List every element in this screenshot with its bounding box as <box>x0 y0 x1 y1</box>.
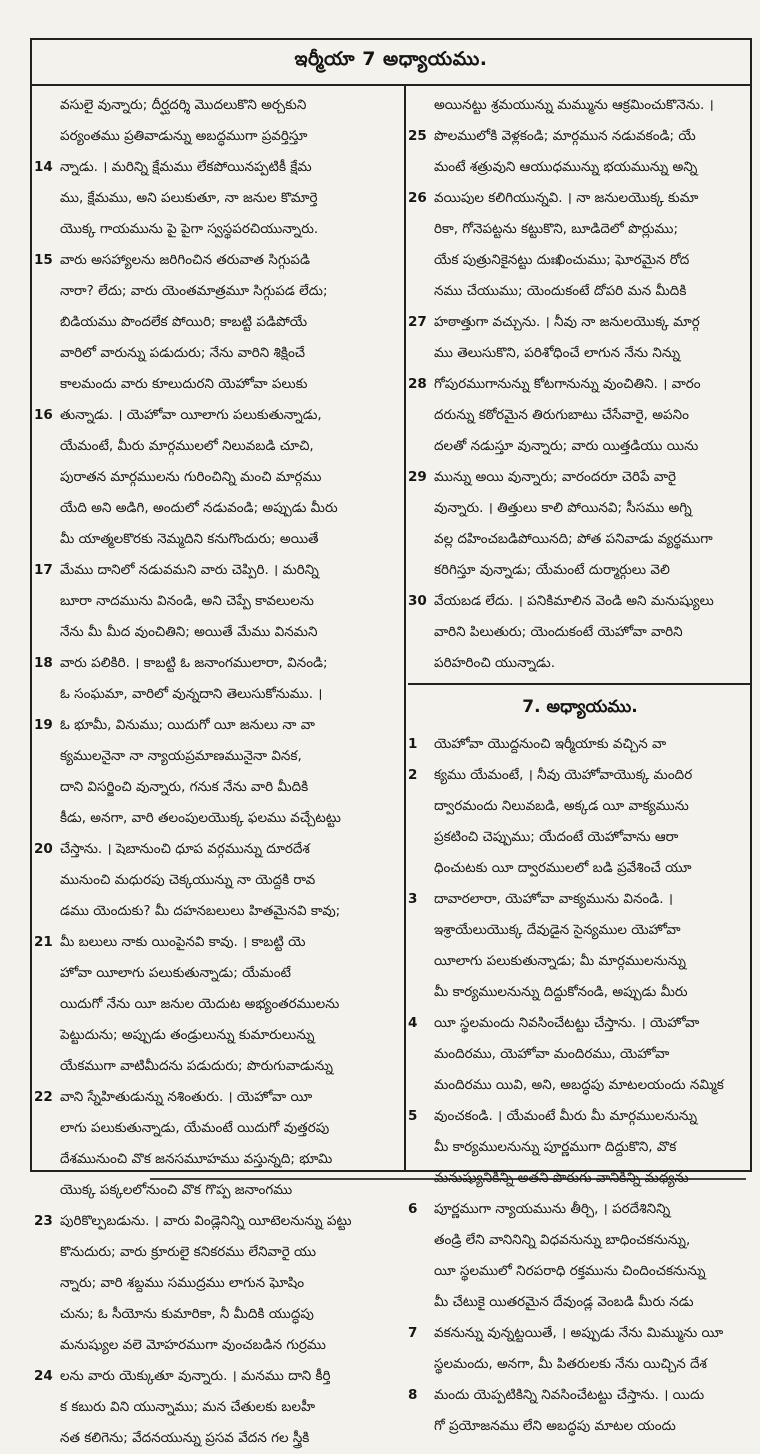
verse-number: 7 <box>408 1325 418 1341</box>
verse-text: న్నారు; వారి శబ్దము సముద్రము లాగున ఘోషిం <box>60 1275 305 1291</box>
text-line <box>408 90 752 121</box>
text-line <box>408 400 752 431</box>
verse-text: హోవా యీలాగు పలుకుతున్నాడు; యేమంటే <box>60 965 291 981</box>
verse-text: యీ స్థలమందు నివసించేటట్టు చేస్తాను. । యెహోవా <box>434 1015 700 1031</box>
verse-text: నము చేయుము; యెందుకంటే దోపరి మన మీదికి <box>434 283 687 299</box>
column-divider <box>404 86 406 1172</box>
verse-number: 20 <box>34 841 53 857</box>
verse-text: దావారలారా, యెహోవా వాక్యమును వినండి. । <box>434 891 673 907</box>
left-column <box>34 90 400 1446</box>
text-line <box>34 896 400 927</box>
verse-number: 4 <box>408 1015 418 1031</box>
text-line <box>34 214 400 245</box>
text-line <box>34 1206 400 1237</box>
verse-text: చును; ఓ సీయోను కుమారికా, నీ మీదికి యుద్ధపు <box>60 1306 314 1322</box>
verse-text: అయినట్టు శ్రమయున్ను మమ్మును ఆక్రమించుకొనెను. । <box>434 97 714 113</box>
text-line <box>408 884 752 915</box>
verse-number: 15 <box>34 252 53 268</box>
text-line <box>408 1256 752 1287</box>
text-line <box>34 772 400 803</box>
verse-text: మందిరము యివి, అని, అబద్ధపు మాటలయందు నమ్మిక <box>434 1077 724 1093</box>
verse-text: పర్యంతము ప్రతివాడున్ను అబద్ధముగా ప్రవర్తిస్తూ <box>60 128 308 144</box>
text-line <box>34 1330 400 1361</box>
right-column <box>408 90 752 1434</box>
text-line <box>34 1051 400 1082</box>
text-line <box>408 1349 752 1380</box>
verse-number: 22 <box>34 1089 53 1105</box>
text-line <box>408 462 752 493</box>
verse-text: డము యెందుకు? మీ దహనబలులు హితమైనవి కావు; <box>60 903 341 919</box>
verse-text: యెహోవా యొద్దనుంచి ఇర్మీయాకు వచ్చిన వా <box>434 736 667 752</box>
text-line <box>408 822 752 853</box>
verse-text: ఇశ్రాయేలుయొక్క దేవుడైన సైన్యముల యెహోవా <box>434 922 681 938</box>
text-line <box>34 1020 400 1051</box>
text-line <box>408 1318 752 1349</box>
verse-text: మేము దానిలో నడువమని వారు చెప్పిరి. । మరిన్ని <box>60 562 319 578</box>
verse-number: 24 <box>34 1368 53 1384</box>
text-line <box>34 462 400 493</box>
text-line <box>34 1144 400 1175</box>
verse-number: 25 <box>408 128 427 144</box>
verse-text: మనుష్యునికిన్ని అతని పొరుగు వానికిన్ని మధ్యను <box>434 1170 689 1186</box>
text-line <box>408 307 752 338</box>
text-line <box>34 617 400 648</box>
text-line <box>34 1392 400 1423</box>
text-line <box>408 1287 752 1318</box>
text-line <box>34 369 400 400</box>
verse-text: వుంచకండి. । యేమంటే మీరు మీ మార్గములనున్ను <box>434 1108 697 1124</box>
verse-text: దేశమునుంచి వొక జనసమూహము వస్తున్నది; భూమి <box>60 1151 333 1167</box>
text-line <box>408 369 752 400</box>
text-line <box>34 1237 400 1268</box>
text-line <box>34 1082 400 1113</box>
text-line <box>408 946 752 977</box>
text-line <box>34 1361 400 1392</box>
verse-text: మున్ను అయి వున్నారు; వారందరూ చెరిపే వారై <box>434 469 677 485</box>
text-line <box>34 307 400 338</box>
text-line <box>408 1380 752 1411</box>
text-line <box>408 121 752 152</box>
verse-text: మీ కార్యములనున్ను పూర్ణముగా దిద్దుకొని, వొక <box>434 1139 677 1155</box>
verse-text: గో ప్రయోజనము లేని అబద్ధపు మాటల యందు <box>434 1418 676 1434</box>
verse-text: యేమంటే, మీరు మార్గములలో నిలువబడి చూచి, <box>60 438 314 454</box>
text-line <box>408 1194 752 1225</box>
verse-text: గోపురముగానున్ను కోటగానున్ను వుంచితిని. । వారం <box>434 376 701 392</box>
verse-number: 8 <box>408 1387 418 1403</box>
text-line <box>408 338 752 369</box>
text-line <box>408 1101 752 1132</box>
verse-text: మందిరము, యెహోవా మందిరము, యెహోవా <box>434 1046 670 1062</box>
verse-number: 6 <box>408 1201 418 1217</box>
verse-text: ద్వారమందు నిలువబడి, అక్కడ యీ వాక్యమును <box>434 798 689 814</box>
verse-number: 27 <box>408 314 427 330</box>
text-line <box>408 915 752 946</box>
verse-text: మీ యాత్మలకొరకు నెమ్మదిని కనుగొందురు; అయితే <box>60 531 319 547</box>
text-line <box>34 493 400 524</box>
verse-text: క్యములనైనా నా న్యాయప్రమాణమునైనా వినక, <box>60 748 302 764</box>
text-line <box>408 152 752 183</box>
text-line <box>34 586 400 617</box>
verse-text: పూర్ణముగా న్యాయమును తీర్చి, । పరదేశినిన్ని <box>434 1201 671 1217</box>
verse-text: తండ్రి లేని వానినిన్ని విధవనున్ను బాధించకనున్ను, <box>434 1232 691 1248</box>
verse-text: పెట్టుదును; అప్పుడు తండ్రులున్ను కుమారులున్ను <box>60 1027 315 1043</box>
text-line <box>34 958 400 989</box>
text-line <box>34 121 400 152</box>
verse-text: కీడు, అనగా, వారి తలంపులయొక్క ఫలము వచ్చేటట్టు <box>60 810 341 826</box>
text-line <box>408 1039 752 1070</box>
text-line <box>34 648 400 679</box>
verse-text: ప్రకటించి చెప్పుము; యేదంటే యెహోవాను ఆరా <box>434 829 679 845</box>
verse-number: 17 <box>34 562 53 578</box>
text-line <box>34 1423 400 1454</box>
verse-text: బూరా నాదమును వినండి, అని చెప్పే కావలులను <box>60 593 314 609</box>
verse-number: 5 <box>408 1108 418 1124</box>
text-line <box>408 245 752 276</box>
verse-text: వాని స్నేహితుడున్ను నశింతురు. । యెహోవా యీ <box>60 1089 313 1105</box>
verse-text: వారు అసహ్యాలను జరిగించిన తరువాత సిగ్గుపడి <box>60 252 310 268</box>
verse-text: మీ కార్యములనున్ను దిద్దుకోనండి, అప్పుడు మీరు <box>434 984 688 1000</box>
text-line <box>408 1008 752 1039</box>
verse-text: యిదుగో నేను యీ జనుల యెదుట అభ్యంతరములను <box>60 996 340 1012</box>
text-line <box>34 555 400 586</box>
text-line <box>408 183 752 214</box>
text-line <box>34 152 400 183</box>
text-line <box>408 617 752 648</box>
verse-text: ఓ సంఘమా, వారిలో వున్నదాని తెలుసుకోనుము. । <box>60 686 323 702</box>
verse-number: 16 <box>34 407 53 423</box>
verse-text: లాగు పలుకుతున్నాడు, యేమంటే యిదుగో వుత్తరపు <box>60 1120 330 1136</box>
verse-text: యేది అని అడిగి, అందులో నడువండి; అప్పుడు మీరు <box>60 500 338 516</box>
text-line <box>34 710 400 741</box>
verse-text: మునుంచి మధురపు చెక్కయున్ను నా యెద్దకి రావ <box>60 872 316 888</box>
verse-number: 23 <box>34 1213 53 1229</box>
verse-text: వారిలో వారున్ను పడుదురు; నేను వారిని శిక్షించే <box>60 345 306 361</box>
verse-text: లను వారు యెక్కుతూ వున్నారు. । మనము దాని కీర్తి <box>60 1368 331 1384</box>
text-line <box>34 338 400 369</box>
verse-text: కాలమందు వారు కూలుదురని యెహోవా పలుకు <box>60 376 308 392</box>
verse-text: వయిపుల కలిగియున్నవి. । నా జనులయొక్క కుమా <box>434 190 699 206</box>
verse-text: వేయబడ లేదు. । పనికిమాలిన వెండి అని మనుష్యులు <box>434 593 714 609</box>
page-title: ఇర్మీయా 7 అధ్యాయము. <box>30 38 752 86</box>
text-line <box>408 791 752 822</box>
text-line <box>408 276 752 307</box>
text-line <box>34 741 400 772</box>
text-line <box>408 586 752 617</box>
text-line <box>408 1163 752 1194</box>
text-line <box>34 989 400 1020</box>
text-line <box>34 679 400 710</box>
text-line <box>408 729 752 760</box>
text-line <box>408 1225 752 1256</box>
text-line <box>408 648 752 679</box>
text-line <box>34 865 400 896</box>
verse-text: వారిని పిలుతురు; యెందుకంటే యెహోవా వారిని <box>434 624 683 640</box>
verse-text: ఓ భూమీ, వినుము; యిదుగో యీ జనులు నా వా <box>60 717 315 733</box>
text-line <box>408 977 752 1008</box>
chapter-rule <box>408 683 752 685</box>
text-line <box>408 493 752 524</box>
verse-number: 21 <box>34 934 53 950</box>
verse-text: కొనుదురు; వారు క్రూరులై కనికరము లేనివారై యు <box>60 1244 317 1260</box>
verse-text: దరున్ను కఠోరమైన తిరుగుబాటు చేసేవారై, అపనిం <box>434 407 689 423</box>
text-line <box>408 853 752 884</box>
verse-text: యేక పుత్రునికైనట్టు దుఃఖించుము; ఘోరమైన రోద <box>434 252 690 268</box>
verse-text: వకనున్ను వున్నట్టయితే, । అప్పుడు నేను మిమ్మును యీ <box>434 1325 724 1341</box>
verse-text: పొలములోకి వెళ్లకండి; మార్గమున నడువకండి; యే <box>434 128 696 144</box>
text-line <box>408 760 752 791</box>
text-line <box>408 1411 752 1442</box>
verse-text: వున్నారు. । తిత్తులు కాలి పోయినవి; సీసము అగ్ని <box>434 500 692 516</box>
verse-text: యీలాగు పలుకుతున్నాడు; మీ మార్గములనున్ను <box>434 953 686 969</box>
text-line <box>34 90 400 121</box>
text-line <box>34 183 400 214</box>
text-line <box>34 1268 400 1299</box>
text-line <box>34 927 400 958</box>
verse-text: నేను మీ మీద వుంచితిని; అయితే మేము వినమని <box>60 624 318 640</box>
text-line <box>34 1299 400 1330</box>
verse-text: క కబురు విని యున్నాము; మన చేతులకు బలహీ <box>60 1399 316 1415</box>
verse-text: మీ బలులు నాకు యింపైనవి కావు. । కాబట్టి యె <box>60 934 306 950</box>
verse-text: రికా, గోనెపట్టను కట్టుకొని, బూడిదెలో పొర్లుము; <box>434 221 679 237</box>
verse-number: 3 <box>408 891 418 907</box>
text-line <box>408 524 752 555</box>
text-line <box>408 1132 752 1163</box>
verse-text: మంటే శత్రువుని ఆయుధమున్ను భయమున్ను అన్ని <box>434 159 698 175</box>
text-line <box>34 1113 400 1144</box>
verse-text: ము తెలుసుకొని, పరిశోధించే లాగున నేను నిన్ను <box>434 345 681 361</box>
verse-text: దాని విసర్జించి వున్నారు, గనుక నేను వారి మీదికి <box>60 779 309 795</box>
text-line <box>34 803 400 834</box>
text-line <box>34 834 400 865</box>
verse-text: యీ స్థలములో నిరపరాధి రక్తమును చిందించకనున్ను <box>434 1263 706 1279</box>
verse-text: న్నాడు. । మరిన్ని క్షేమము లేకపోయినప్పటికీ క్షేమ <box>60 159 312 175</box>
verse-number: 19 <box>34 717 53 733</box>
verse-text: యొక్క పక్కలలోనుంచి వొక గొప్ప జనాంగము <box>60 1182 293 1198</box>
text-line <box>34 245 400 276</box>
verse-text: స్థలమందు, అనగా, మీ పితరులకు నేను యిచ్చిన దేశ <box>434 1356 707 1372</box>
verse-text: హఠాత్తుగా వచ్చును. । నీవు నా జనులయొక్క మార్గ <box>434 314 700 330</box>
verse-text: పురాతన మార్గములను గురించిన్ని మంచి మార్గము <box>60 469 322 485</box>
verse-text: నత కలిగెను; వేదనయున్ను ప్రసవ వేదన గల స్త్రీకి <box>60 1430 310 1446</box>
verse-number: 30 <box>408 593 427 609</box>
text-line <box>408 431 752 462</box>
verse-text: చేస్తాను. । షెబానుంచి ధూప వర్గమున్ను దూరదేశ <box>60 841 310 857</box>
verse-text: మీ చేటుకై యితరమైన దేవుండ్ల వెంబడి మీరు నడు <box>434 1294 694 1310</box>
verse-text: వారు పలికిరి. । కాబట్టి ఓ జనాంగములారా, వినండి; <box>60 655 328 671</box>
text-line <box>34 276 400 307</box>
chapter-heading: 7. అధ్యాయము. <box>522 697 638 717</box>
verse-text: పురికొల్పబడును. । వారు విండ్లెనిన్ని యీటెలనున్ను పట్టు <box>60 1213 352 1229</box>
verse-number: 1 <box>408 736 418 752</box>
verse-text: పరిహరించి యున్నాడు. <box>434 655 555 671</box>
verse-text: మందు యెప్పటికిన్ని నివసించేటట్టు చేస్తాను. । యిదు <box>434 1387 705 1403</box>
verse-text: నారా? లేదు; వారు యెంతమాత్రమూ సిగ్గుపడ లేదు; <box>60 283 328 299</box>
verse-number: 29 <box>408 469 427 485</box>
text-line <box>408 214 752 245</box>
verse-text: కరిగిస్తూ వున్నాడు; యేమంటే దుర్మార్గులు వెలి <box>434 562 670 578</box>
text-line <box>34 1175 400 1206</box>
verse-text: క్యము యేమంటే, । నీవు యెహోవాయొక్క మందిర <box>434 767 693 783</box>
verse-text: వల్ల దహించబడిపోయినది; పోత పనివాడు వ్యర్థముగా <box>434 531 713 547</box>
verse-text: దలతో నడుస్తూ వున్నారు; వారు యిత్తడియు యిను <box>434 438 699 454</box>
text-line <box>34 524 400 555</box>
verse-number: 14 <box>34 159 53 175</box>
verse-text: బిడియము పొందలేక పోయిరి; కాబట్టి పడిపోయే <box>60 314 308 330</box>
verse-text: మనుష్యుల వలె మోహరముగా వుంచబడిన గుర్రము <box>60 1337 326 1353</box>
text-line <box>34 400 400 431</box>
text-line <box>408 555 752 586</box>
verse-text: యొక్క గాయమును పై పైగా స్వస్థపరచియున్నారు. <box>60 221 319 237</box>
verse-text: ము, క్షేమము, అని పలుకుతూ, నా జనుల కొమార్తె <box>60 190 318 206</box>
verse-number: 26 <box>408 190 427 206</box>
verse-number: 18 <box>34 655 53 671</box>
text-line <box>34 431 400 462</box>
verse-number: 2 <box>408 767 418 783</box>
verse-text: వసులై వున్నారు; దీర్ఘదర్శి మొదలుకొని అర్చకుని <box>60 97 307 113</box>
verse-number: 28 <box>408 376 427 392</box>
text-line <box>408 1070 752 1101</box>
verse-text: తున్నాడు. । యెహోవా యీలాగు పలుకుతున్నాడు, <box>60 407 322 423</box>
verse-text: యేకముగా వాటిమీదను పడుదురు; పొరుగువాడున్ను <box>60 1058 333 1074</box>
verse-text: ధించుటకు యీ ద్వారములలో బడి ప్రవేశించే యూ <box>434 860 692 876</box>
